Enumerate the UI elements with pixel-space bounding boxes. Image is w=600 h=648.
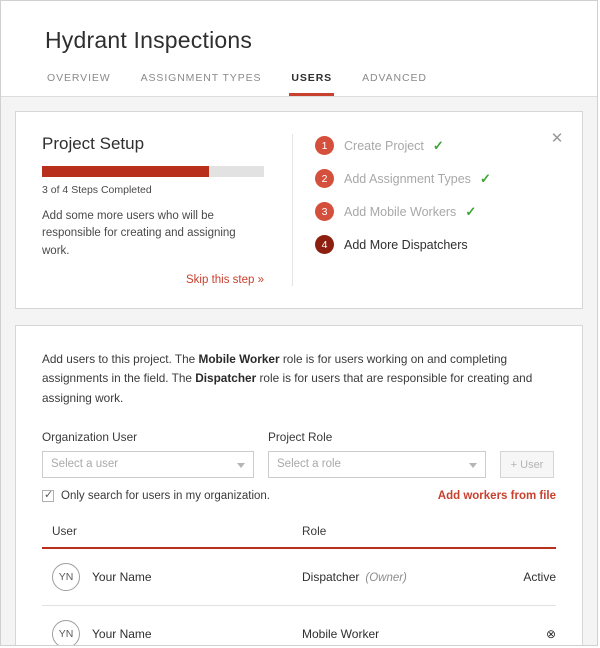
project-role-placeholder: Select a role <box>277 458 341 471</box>
users-table-head <box>42 524 556 548</box>
table-row[interactable] <box>42 548 556 606</box>
status-badge: Active <box>522 548 556 606</box>
table-row[interactable] <box>42 606 556 646</box>
intro-bold-dispatcher: Dispatcher <box>195 371 257 386</box>
step-label: Create Project <box>344 138 424 153</box>
setup-step-2[interactable] <box>315 169 564 188</box>
tab-advanced[interactable]: ADVANCED <box>362 72 427 84</box>
project-role-select[interactable] <box>268 451 486 478</box>
check-icon: ✓ <box>479 170 491 186</box>
step-number-badge: 4 <box>315 235 334 254</box>
tab-overview[interactable]: OVERVIEW <box>47 72 111 84</box>
page-title: Hydrant Inspections <box>45 27 253 53</box>
project-role-label: Project Role <box>268 430 333 445</box>
users-card <box>15 325 583 646</box>
user-name: Your Name <box>92 570 152 585</box>
organization-user-label: Organization User <box>42 430 138 445</box>
project-role-group <box>268 430 486 478</box>
setup-description: Add some more users who will be responsible for creating and assigning work. <box>42 210 236 257</box>
intro-bold-mobile-worker: Mobile Worker <box>198 351 280 366</box>
main-content <box>1 97 597 646</box>
tab-bar <box>45 72 597 96</box>
intro-part-3: role is for users that are responsible for creating and assigning work. <box>42 371 533 405</box>
add-user-button[interactable]: + User <box>500 451 554 478</box>
tab-assignment-types[interactable]: ASSIGNMENT TYPES <box>140 72 262 84</box>
step-number-badge: 3 <box>315 202 334 221</box>
column-header-user: User <box>42 524 302 548</box>
setup-step-3[interactable] <box>315 202 564 221</box>
page-header <box>1 1 597 97</box>
check-icon: ✓ <box>432 137 444 153</box>
org-only-checkbox[interactable] <box>42 490 54 502</box>
step-label: Add Mobile Workers <box>344 204 457 219</box>
setup-summary <box>42 134 292 286</box>
intro-part-2: role is for users working on and completing assignments in the field. The <box>42 351 508 386</box>
role-label: Dispatcher <box>302 570 360 585</box>
chevron-down-icon <box>469 463 477 468</box>
table-header-row <box>42 524 556 548</box>
role-label: Mobile Worker <box>302 627 380 642</box>
setup-step-4[interactable] <box>315 235 564 254</box>
step-label: Add Assignment Types <box>344 171 471 186</box>
setup-steps-list <box>292 130 564 286</box>
skip-step-link[interactable]: Skip this step » <box>186 273 264 286</box>
org-only-label: Only search for users in my organization. <box>61 490 271 503</box>
users-intro-text <box>42 350 556 408</box>
avatar: YN <box>52 563 80 591</box>
close-icon[interactable]: ✕ <box>550 130 564 147</box>
check-icon: ✓ <box>465 203 477 219</box>
role-cell <box>302 606 522 646</box>
tab-users[interactable]: USERS <box>289 72 334 96</box>
intro-part-1: Add users to this project. The <box>42 351 199 366</box>
remove-user-icon[interactable]: ⊗ <box>522 606 556 646</box>
chevron-down-icon <box>237 463 245 468</box>
setup-step-1[interactable] <box>315 136 564 155</box>
organization-user-placeholder: Select a user <box>51 458 119 471</box>
user-cell <box>42 606 302 646</box>
org-only-row <box>42 490 556 502</box>
column-header-role: Role <box>302 524 522 548</box>
step-number-badge: 1 <box>315 136 334 155</box>
users-table <box>42 524 556 646</box>
step-label: Add More Dispatchers <box>344 237 468 252</box>
role-cell <box>302 548 522 606</box>
users-table-body <box>42 548 556 646</box>
add-user-form <box>42 430 556 478</box>
role-owner-tag: (Owner) <box>365 572 407 585</box>
setup-progress-fill <box>42 166 209 177</box>
organization-user-group <box>42 430 254 478</box>
user-cell <box>42 548 302 606</box>
step-number-badge: 2 <box>315 169 334 188</box>
column-header-status <box>522 524 556 548</box>
avatar: YN <box>52 620 80 646</box>
project-setup-card <box>15 111 583 309</box>
setup-title: Project Setup <box>42 134 145 153</box>
user-name: Your Name <box>92 627 152 642</box>
organization-user-select[interactable] <box>42 451 254 478</box>
add-workers-from-file-link[interactable]: Add workers from file <box>437 490 556 503</box>
setup-progress-label: 3 of 4 Steps Completed <box>42 184 152 196</box>
setup-progress-bar <box>42 166 264 177</box>
